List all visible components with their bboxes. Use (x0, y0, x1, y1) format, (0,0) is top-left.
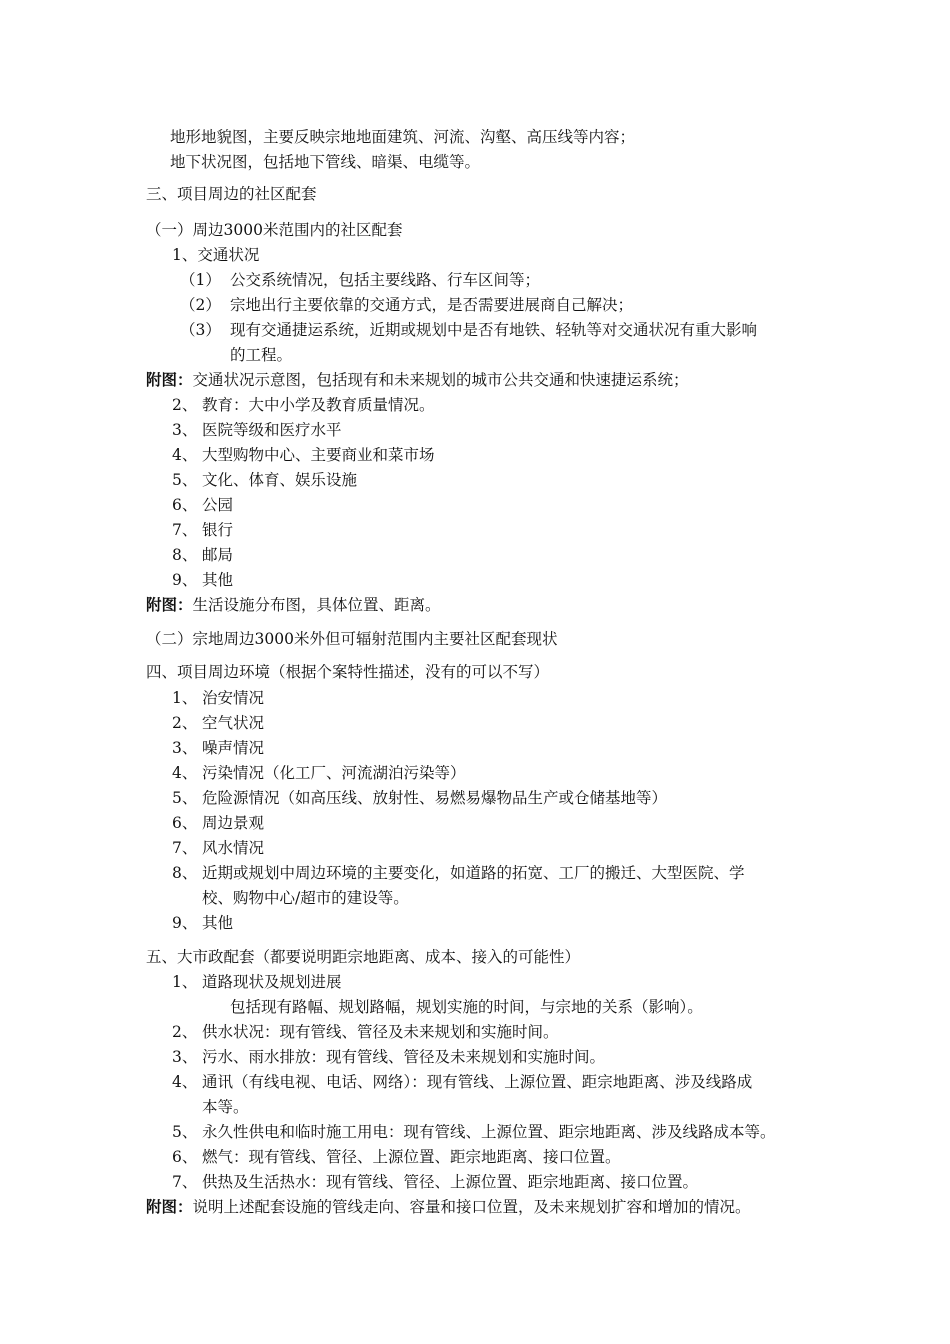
list-item-number: 3、 (172, 1048, 198, 1066)
list-item-text: 大型购物中心、主要商业和菜市场 (202, 446, 435, 464)
list-item-number: 6、 (172, 496, 198, 514)
subsection-heading: （一）周边3000米范围内的社区配套 (146, 221, 403, 239)
list-item-number: 7、 (172, 839, 198, 857)
list-item-number: 3、 (172, 739, 198, 757)
list-item: 公交系统情况，包括主要线路、行车区间等； (230, 271, 541, 289)
list-item-continuation: 校、购物中心/超市的建设等。 (202, 889, 409, 907)
list-item (172, 788, 667, 808)
list-item-text: 公园 (202, 496, 234, 514)
list-item-number: 3、 (172, 421, 198, 439)
text-line: 地形地貌图，主要反映宗地地面建筑、河流、沟壑、高压线等内容； (170, 128, 636, 146)
list-item-text: 其他 (202, 571, 234, 589)
list-item-number: 4、 (172, 1073, 198, 1091)
list-item-text: 邮局 (202, 546, 234, 564)
section-heading: 三、项目周边的社区配套 (146, 185, 317, 203)
list-item-number: 2、 (172, 396, 198, 414)
list-item (172, 1022, 559, 1042)
list-item-number: 5、 (172, 789, 198, 807)
list-item: 1、交通状况 (172, 246, 260, 264)
list-item-number: 9、 (172, 914, 198, 932)
list-item-number: （2） (180, 296, 221, 314)
figure-note (146, 1197, 751, 1217)
list-item-number: 1、 (172, 973, 198, 991)
list-item (172, 570, 233, 590)
list-item: 宗地出行主要依靠的交通方式，是否需要进展商自己解决； (230, 296, 634, 314)
list-item-number: （1） (180, 271, 221, 289)
list-item-text: 医院等级和医疗水平 (202, 421, 342, 439)
list-item-number: 4、 (172, 446, 198, 464)
figure-note (146, 370, 689, 390)
list-item-number: 7、 (172, 521, 198, 539)
list-item-continuation: 本等。 (202, 1098, 249, 1116)
list-item-number: 7、 (172, 1173, 198, 1191)
list-item-text: 风水情况 (202, 839, 265, 857)
list-item-text: 污水、雨水排放：现有管线、管径及未来规划和实施时间。 (202, 1048, 606, 1066)
list-item (172, 1072, 752, 1092)
list-item (172, 1147, 621, 1167)
list-item-number: 2、 (172, 714, 198, 732)
list-item-number: 6、 (172, 814, 198, 832)
list-item-text: 燃气：现有管线、管径、上源位置、距宗地距离、接口位置。 (202, 1148, 621, 1166)
list-item (172, 395, 435, 415)
figure-note-text: 交通状况示意图，包括现有和未来规划的城市公共交通和快速捷运系统； (192, 371, 689, 389)
list-item-text: 文化、体育、娱乐设施 (202, 471, 358, 489)
list-item-text: 空气状况 (202, 714, 265, 732)
figure-note-label: 附图： (146, 595, 193, 614)
list-item (172, 863, 745, 883)
subsection-heading: （二）宗地周边3000米外但可辐射范围内主要社区配套现状 (146, 630, 558, 648)
list-item-number: 8、 (172, 546, 198, 564)
list-item-text: 近期或规划中周边环境的主要变化，如道路的拓宽、工厂的搬迁、大型医院、学 (202, 864, 745, 882)
list-item-text: 噪声情况 (202, 739, 265, 757)
list-item-number: 4、 (172, 764, 198, 782)
list-item-text: 银行 (202, 521, 234, 539)
section-heading: 四、项目周边环境（根据个案特性描述，没有的可以不写） (146, 663, 550, 681)
list-item-text: 污染情况（化工厂、河流湖泊污染等） (202, 764, 466, 782)
list-item (172, 913, 233, 933)
figure-note-text: 说明上述配套设施的管线走向、容量和接口位置，及未来规划扩容和增加的情况。 (192, 1198, 751, 1216)
figure-note-label: 附图： (146, 1197, 193, 1216)
list-item (172, 495, 233, 515)
list-item (172, 1047, 605, 1067)
list-item (172, 1122, 776, 1142)
list-item-text: 供热及生活热水：现有管线、管径、上源位置、距宗地距离、接口位置。 (202, 1173, 699, 1191)
figure-note (146, 595, 441, 615)
list-item (172, 445, 435, 465)
list-item-number: 9、 (172, 571, 198, 589)
list-item-detail: 包括现有路幅、规划路幅，规划实施的时间，与宗地的关系（影响）。 (230, 998, 703, 1016)
list-item-number: 1、 (172, 689, 198, 707)
list-item-text: 危险源情况（如高压线、放射性、易燃易爆物品生产或仓储基地等） (202, 789, 668, 807)
list-item (172, 420, 342, 440)
list-item (172, 972, 342, 992)
list-item-number: 5、 (172, 1123, 198, 1141)
section-heading: 五、大市政配套（都要说明距宗地距离、成本、接入的可能性） (146, 948, 581, 966)
list-item-text: 永久性供电和临时施工用电：现有管线、上源位置、距宗地距离、涉及线路成本等。 (202, 1123, 776, 1141)
list-item (172, 688, 264, 708)
list-item-text: 道路现状及规划进展 (202, 973, 342, 991)
list-item: 现有交通捷运系统，近期或规划中是否有地铁、轻轨等对交通状况有重大影响 (230, 321, 758, 339)
list-item-text: 通讯（有线电视、电话、网络）：现有管线、上源位置、距宗地距离、涉及线路成 (202, 1073, 753, 1091)
list-item (172, 520, 233, 540)
list-item-number: 6、 (172, 1148, 198, 1166)
list-item (172, 1172, 698, 1192)
figure-note-text: 生活设施分布图，具体位置、距离。 (192, 596, 441, 614)
list-item-number: 8、 (172, 864, 198, 882)
list-item (172, 545, 233, 565)
list-item (172, 813, 264, 833)
list-item-number: 2、 (172, 1023, 198, 1041)
figure-note-label: 附图： (146, 370, 193, 389)
list-item-text: 治安情况 (202, 689, 265, 707)
list-item-text: 教育：大中小学及教育质量情况。 (202, 396, 435, 414)
list-item-number: （3） (180, 321, 221, 339)
list-item (172, 763, 466, 783)
text-line: 地下状况图，包括地下管线、暗渠、电缆等。 (170, 153, 481, 171)
list-item (172, 738, 264, 758)
list-item (172, 470, 357, 490)
list-item-text: 周边景观 (202, 814, 265, 832)
list-item (172, 838, 264, 858)
list-item-number: 5、 (172, 471, 198, 489)
list-item-text: 供水状况：现有管线、管径及未来规划和实施时间。 (202, 1023, 559, 1041)
list-item-text: 其他 (202, 914, 234, 932)
list-item (172, 713, 264, 733)
list-item-continuation: 的工程。 (230, 346, 293, 364)
